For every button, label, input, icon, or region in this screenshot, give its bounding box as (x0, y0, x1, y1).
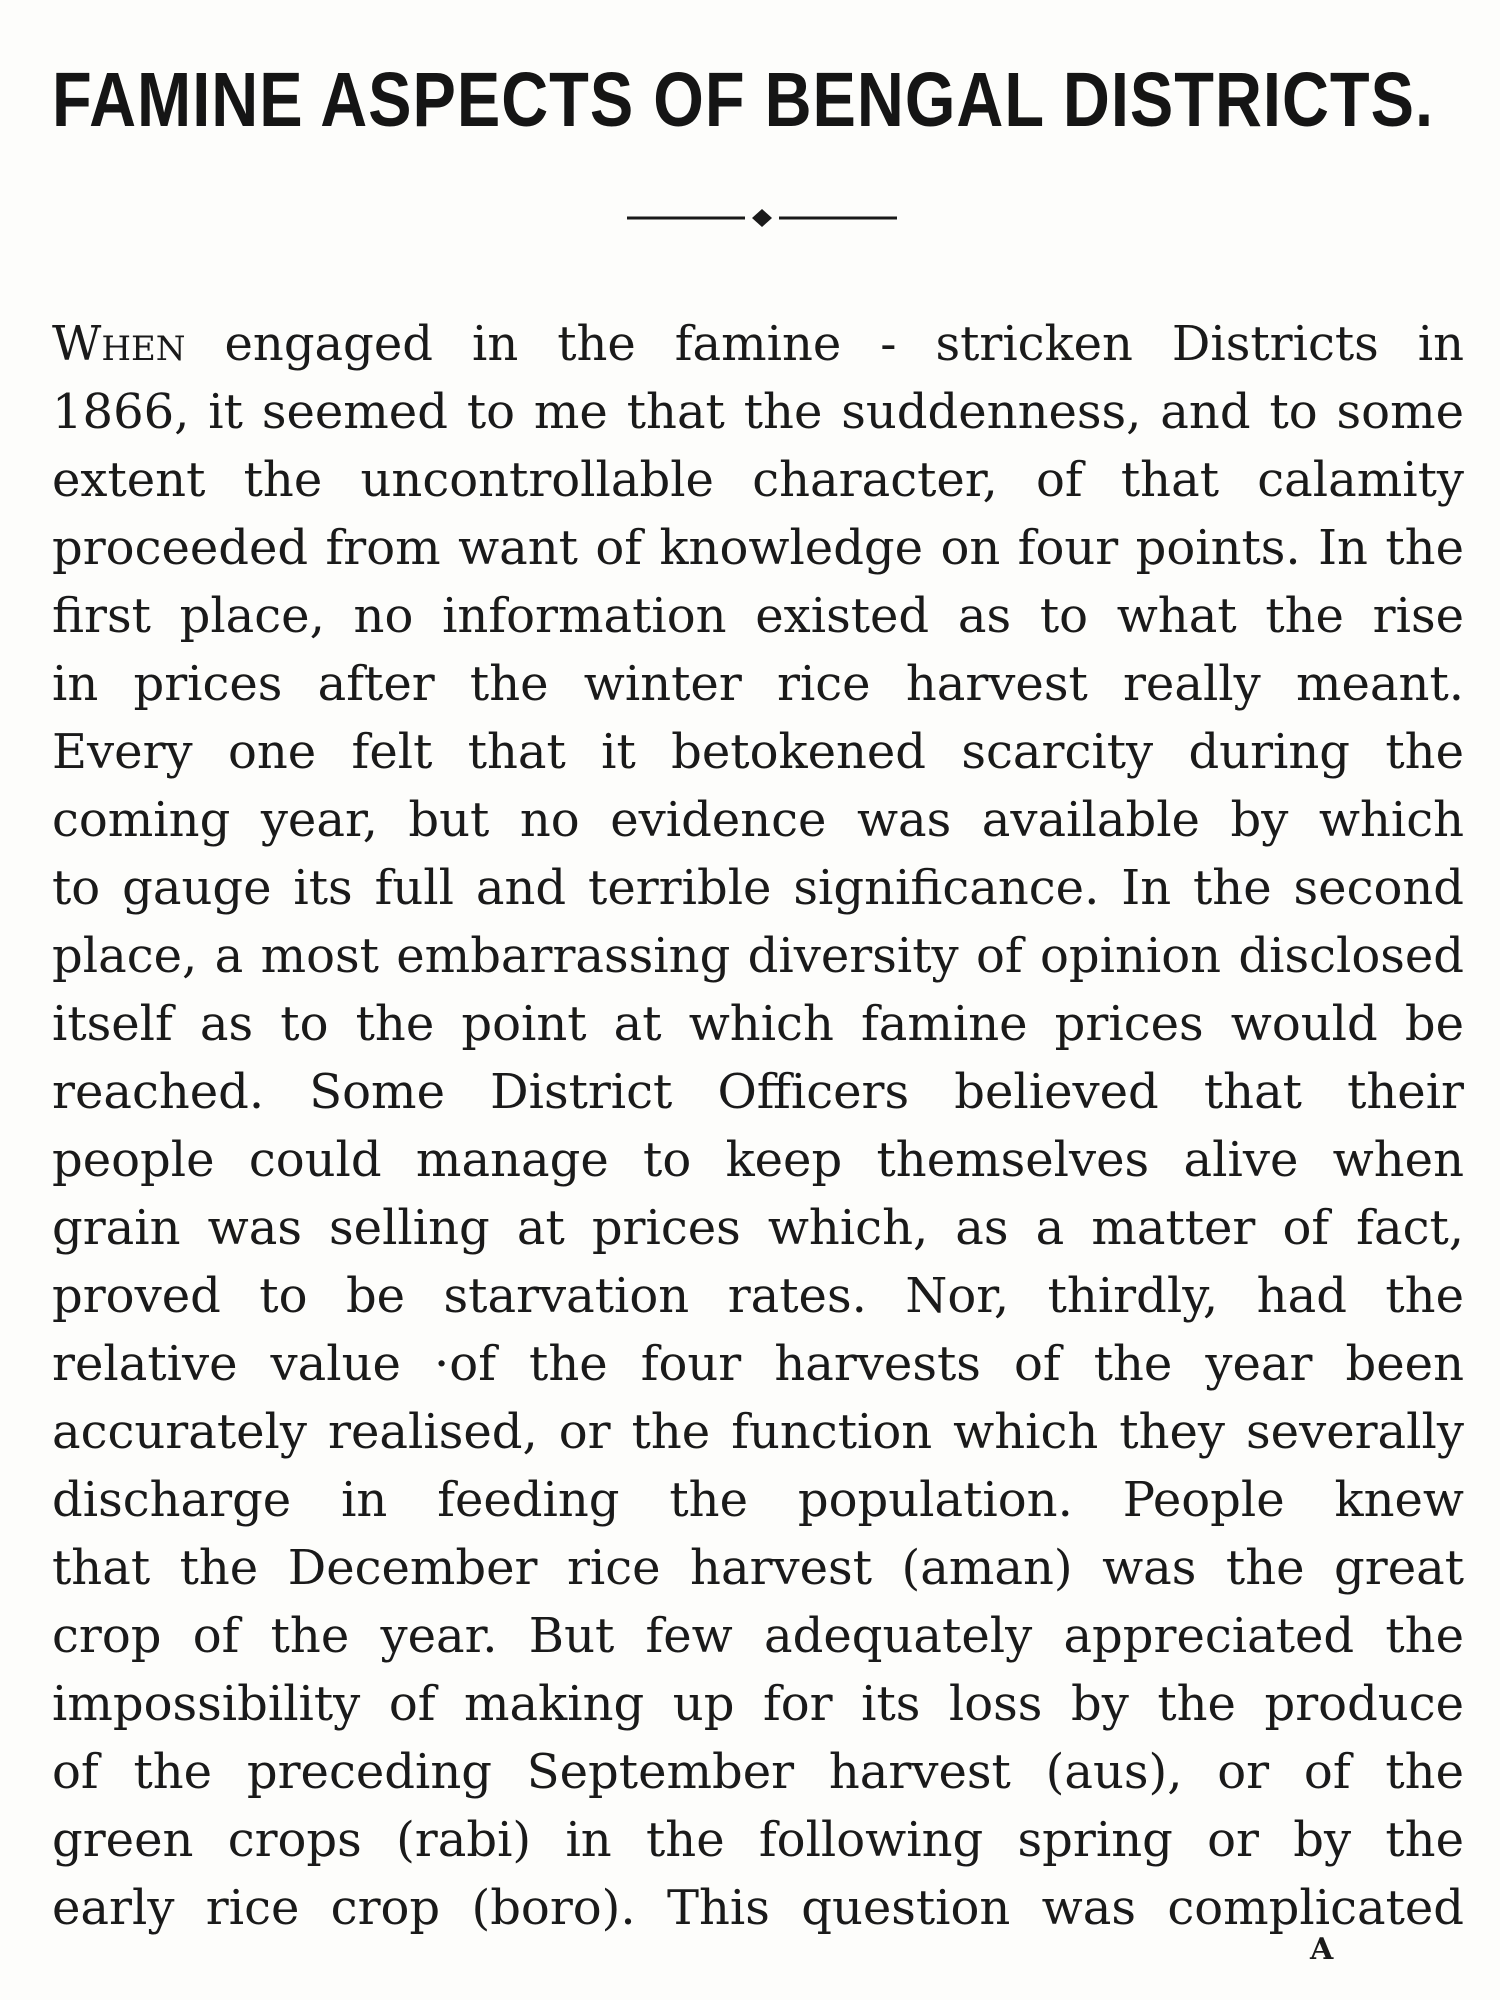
paragraph-line-15: proved to be starvation rates. Nor, thirdly, had the (52, 1268, 1464, 1324)
paragraph-line-21: impossibility of making up for its loss by the produce (52, 1676, 1464, 1732)
paragraph-line-1 (52, 310, 1464, 378)
paragraph-line-14: grain was selling at prices which, as a matter of fact, (52, 1200, 1464, 1256)
paragraph-line-12: reached. Some District Officers believed that their (52, 1064, 1464, 1120)
paragraph-line-11: itself as to the point at which famine prices would be (52, 996, 1464, 1052)
paragraph-line-22: of the preceding September harvest (aus), or of the (52, 1744, 1464, 1800)
body-paragraph (52, 310, 1464, 1942)
paragraph-line-5: first place, no information existed as to what the rise (52, 588, 1464, 644)
paragraph-line-13: people could manage to keep themselves alive when (52, 1132, 1464, 1188)
paragraph-line-16: relative value ·of the four harvests of the year been (52, 1336, 1464, 1392)
paragraph-line-19: that the December rice harvest (aman) was the great (52, 1540, 1464, 1596)
paragraph-line-10: place, a most embarrassing diversity of opinion disclosed (52, 928, 1464, 984)
paragraph-line-3: extent the uncontrollable character, of that calamity (52, 452, 1464, 508)
paragraph-line-2: 1866, it seemed to me that the suddenness, and to some (52, 384, 1464, 440)
paragraph-line-7: Every one felt that it betokened scarcity during the (52, 724, 1464, 780)
paragraph-line-8: coming year, but no evidence was available by which (52, 792, 1464, 848)
divider-diamond-icon (752, 209, 772, 227)
signature-mark: A (1310, 1932, 1334, 1967)
paragraph-line-20: crop of the year. But few adequately appreciated the (52, 1608, 1464, 1664)
page-title: FAMINE ASPECTS OF BENGAL DISTRICTS. (52, 56, 1435, 143)
paragraph-line-17: accurately realised, or the function which they severally (52, 1404, 1464, 1460)
paragraph-line-6: in prices after the winter rice harvest really meant. (52, 656, 1464, 712)
paragraph-line-1-text: engaged in the famine - stricken Districts in (185, 316, 1464, 372)
paragraph-line-18: discharge in feeding the population. People knew (52, 1472, 1464, 1528)
paragraph-line-9: to gauge its full and terrible significance. In the second (52, 860, 1464, 916)
paragraph-line-23: green crops (rabi) in the following spring or by the (52, 1812, 1464, 1868)
divider-ornament (627, 204, 897, 232)
paragraph-line-24: early rice crop (boro). This question was complicated (52, 1880, 1464, 1936)
opening-word: When (52, 316, 186, 372)
paragraph-line-4: proceeded from want of knowledge on four points. In the (52, 520, 1464, 576)
